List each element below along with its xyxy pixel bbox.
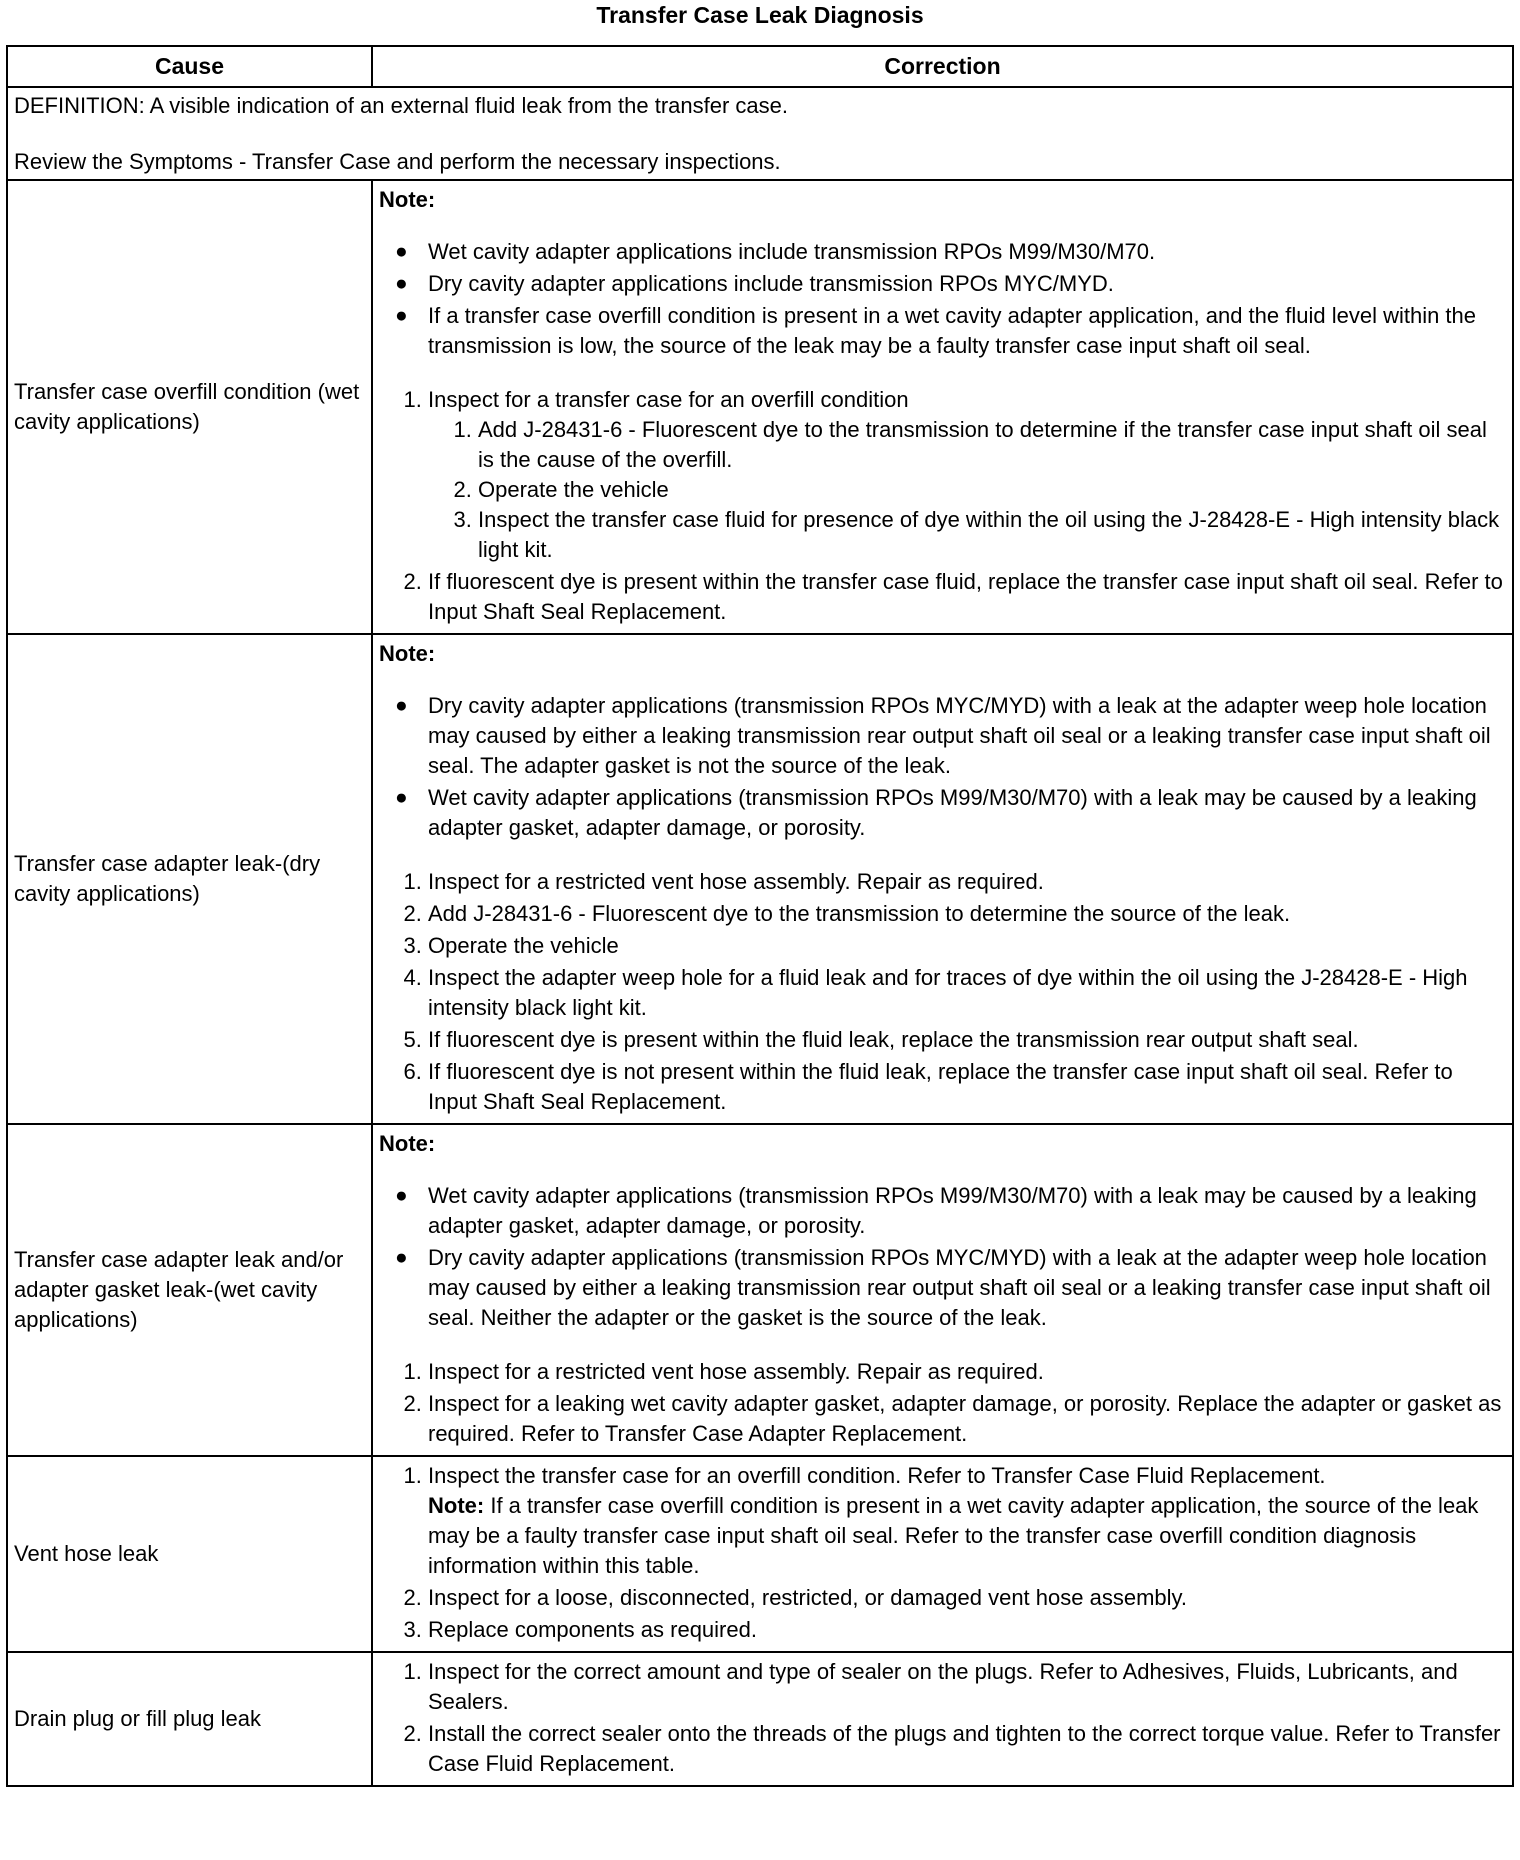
correction-cell [372,1456,1513,1652]
step-list [379,1461,1506,1645]
step-text: Inspect for a transfer case for an overfill condition [428,387,909,412]
cause-cell: Vent hose leak [7,1456,372,1652]
note-item: ● Wet cavity adapter applications include transmission RPOs M99/M30/M70. [379,237,1506,267]
step-item: 2. Add J-28431-6 - Fluorescent dye to the transmission to determine the source of the leak. [428,899,1506,929]
note-item: ● Wet cavity adapter applications (transmission RPOs M99/M30/M70) with a leak may be caused by a leaking adapter gasket, adapter damage, or porosity. [379,1181,1506,1241]
step-item [428,1461,1506,1581]
table-row-overfill [7,180,1513,634]
leak-diagnosis-table [6,45,1514,1787]
correction-cell [372,180,1513,634]
definition-text: DEFINITION: A visible indication of an external fluid leak from the transfer case. [14,93,789,118]
step-list [379,1657,1506,1779]
step-item: 1. Inspect for a restricted vent hose assembly. Repair as required. [428,1357,1506,1387]
correction-header: Correction [372,46,1513,87]
cause-header: Cause [7,46,372,87]
step-list [379,1357,1506,1449]
note-item: ● Wet cavity adapter applications (transmission RPOs M99/M30/M70) with a leak may be caused by a leaking adapter gasket, adapter damage, or porosity. [379,783,1506,843]
step-item: 2. If fluorescent dye is present within the transfer case fluid, replace the transfer case input shaft oil seal. Refer to Input Shaft Seal Replacement. [428,567,1506,627]
step-item: 3. Operate the vehicle [428,931,1506,961]
step-item: 1. Inspect for the correct amount and type of sealer on the plugs. Refer to Adhesives, Fluids, Lubricants, and Sealers. [428,1657,1506,1717]
correction-cell [372,634,1513,1124]
table-row-adapter-wet [7,1124,1513,1456]
page-title: Transfer Case Leak Diagnosis [596,2,924,28]
step-item: 5. If fluorescent dye is present within the fluid leak, replace the transmission rear output shaft seal. [428,1025,1506,1055]
step-item: 2. Inspect for a loose, disconnected, restricted, or damaged vent hose assembly. [428,1583,1506,1613]
step-item: 4. Inspect the adapter weep hole for a fluid leak and for traces of dye within the oil using the J-28428-E - High intensity black light kit. [428,963,1506,1023]
header-row [7,46,1513,87]
inline-note-text: If a transfer case overfill condition is present in a wet cavity adapter application, the source of the leak may be a faulty transfer case input shaft oil seal. Refer to the transfer case overfill condition diagnosis information within this table. [428,1493,1479,1578]
definition-row [7,87,1513,180]
step-text: Inspect the transfer case for an overfill condition. Refer to Transfer Case Fluid Replacement. [428,1463,1326,1488]
note-label: Note: [379,1131,436,1156]
note-item: ● Dry cavity adapter applications (transmission RPOs MYC/MYD) with a leak at the adapter weep hole location may caused by either a leaking transmission rear output shaft oil seal or a leaking transfer case input shaft oil seal. The adapter gasket is not the source of the leak. [379,691,1506,781]
cause-cell: Drain plug or fill plug leak [7,1652,372,1786]
substep-item: 3. Inspect the transfer case fluid for presence of dye within the oil using the J-28428-E - High intensity black light kit. [478,505,1506,565]
cause-cell: Transfer case overfill condition (wet cavity applications) [7,180,372,634]
cause-cell: Transfer case adapter leak-(dry cavity applications) [7,634,372,1124]
inline-note-label: Note: [428,1493,485,1518]
note-label: Note: [379,187,436,212]
note-list [379,691,1506,843]
step-list [379,867,1506,1117]
table-row-vent-hose [7,1456,1513,1652]
correction-cell [372,1124,1513,1456]
cause-cell: Transfer case adapter leak and/or adapter gasket leak-(wet cavity applications) [7,1124,372,1456]
step-item: 2. Install the correct sealer onto the threads of the plugs and tighten to the correct torque value. Refer to Transfer Case Fluid Replacement. [428,1719,1506,1779]
table-row-drain-plug [7,1652,1513,1786]
step-item: 2. Inspect for a leaking wet cavity adapter gasket, adapter damage, or porosity. Replace the adapter or gasket as required. Refer to Transfer Case Adapter Replacement. [428,1389,1506,1449]
definition-cell [7,87,1513,180]
step-list [379,385,1506,627]
note-list [379,1181,1506,1333]
note-item: ● If a transfer case overfill condition is present in a wet cavity adapter application, and the fluid level within the transmission is low, the source of the leak may be a faulty transfer case input shaft oil seal. [379,301,1506,361]
note-item: ● Dry cavity adapter applications (transmission RPOs MYC/MYD) with a leak at the adapter weep hole location may caused by either a leaking transmission rear output shaft oil seal or a leaking transfer case input shaft oil seal. Neither the adapter or the gasket is the source of the leak. [379,1243,1506,1333]
note-list [379,237,1506,361]
substep-list [428,415,1506,565]
table-row-adapter-dry [7,634,1513,1124]
note-label: Note: [379,641,436,666]
step-item: 3. Replace components as required. [428,1615,1506,1645]
step-item [428,385,1506,565]
substep-item: 2. Operate the vehicle [478,475,1506,505]
correction-cell [372,1652,1513,1786]
review-text: Review the Symptoms - Transfer Case and perform the necessary inspections. [14,149,781,174]
substep-item: 1. Add J-28431-6 - Fluorescent dye to the transmission to determine if the transfer case input shaft oil seal is the cause of the overfill. [478,415,1506,475]
note-item: ● Dry cavity adapter applications include transmission RPOs MYC/MYD. [379,269,1506,299]
step-item: 1. Inspect for a restricted vent hose assembly. Repair as required. [428,867,1506,897]
step-item: 6. If fluorescent dye is not present within the fluid leak, replace the transfer case input shaft oil seal. Refer to Input Shaft Seal Replacement. [428,1057,1506,1117]
